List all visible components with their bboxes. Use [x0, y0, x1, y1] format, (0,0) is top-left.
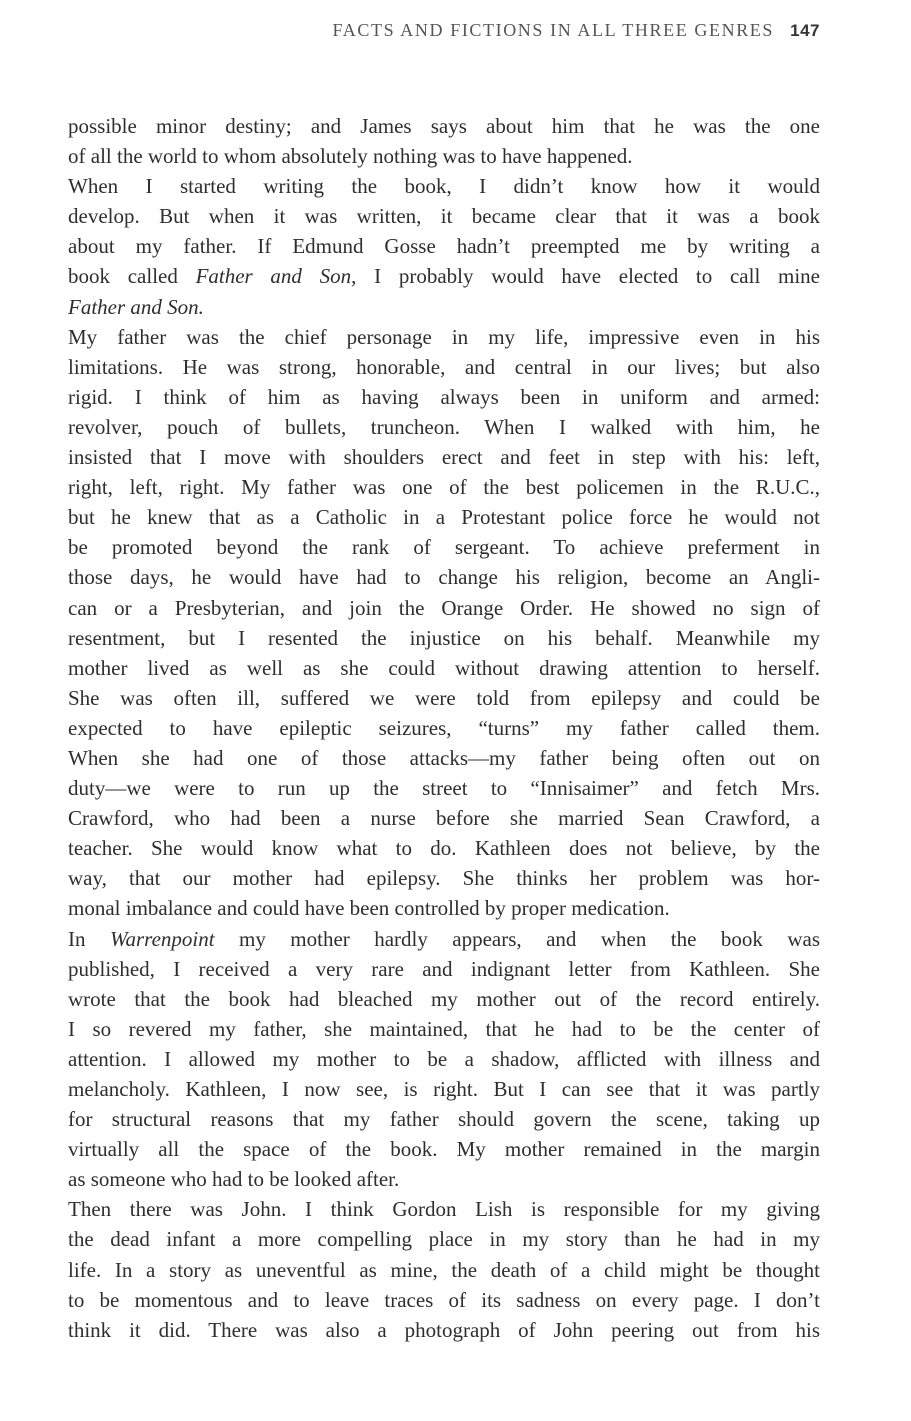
text-segment: but he knew that as a Catholic in a Protestant police force he would not	[68, 505, 820, 530]
text-line	[68, 322, 820, 352]
text-segment: When she had one of those attacks—my father being often out on	[68, 745, 820, 770]
text-segment: Then there was John. I think Gordon Lish is responsible for my giving	[68, 1197, 820, 1222]
text-segment: melancholy. Kathleen, I now see, is right. But I can see that it was partly	[68, 1077, 820, 1101]
text-segment: those days, he would have had to change his religion, become an Angli-	[68, 565, 820, 590]
text-line	[68, 1134, 820, 1164]
text-segment: I so revered my father, she maintained, that he had to be the center of	[68, 1016, 820, 1041]
text-line	[68, 1194, 820, 1224]
text-line	[68, 201, 820, 231]
text-line	[68, 833, 820, 863]
text-line	[68, 1315, 820, 1345]
text-segment: expected to have epileptic seizures, “turns” my father called them.	[68, 715, 820, 740]
text-segment: for structural reasons that my father should govern the scene, taking up	[68, 1107, 820, 1132]
text-segment: published, I received a very rare and indignant letter from Kathleen. She	[68, 956, 820, 981]
text-line	[68, 743, 820, 773]
text-segment: as someone who had to be looked after.	[68, 1167, 400, 1192]
text-segment: , I probably would have elected to call mine	[351, 264, 820, 289]
text-line	[68, 623, 820, 653]
text-line	[68, 954, 820, 984]
text-line	[68, 893, 820, 923]
text-segment: book called	[68, 264, 196, 289]
text-segment: my mother hardly appears, and when the book was	[214, 926, 820, 951]
text-segment: limitations. He was strong, honorable, and central in our lives; but also	[68, 354, 820, 379]
text-segment: monal imbalance and could have been controlled by proper medication.	[68, 896, 670, 921]
text-segment: She was often ill, suffered we were told from epilepsy and could be	[68, 685, 820, 710]
italic-title: Warrenpoint	[109, 926, 215, 951]
paragraph	[68, 924, 820, 1195]
text-line	[68, 653, 820, 683]
paragraph	[68, 1194, 820, 1344]
text-line	[68, 231, 820, 261]
text-line	[68, 1164, 820, 1194]
text-line	[68, 412, 820, 442]
text-segment: rigid. I think of him as having always been in uniform and armed:	[68, 384, 820, 409]
text-segment: revolver, pouch of bullets, truncheon. When I walked with him, he	[68, 414, 820, 439]
text-line	[68, 683, 820, 713]
text-segment: can or a Presbyterian, and join the Orange Order. He showed no sign of	[68, 595, 820, 620]
text-segment: life. In a story as uneventful as mine, the death of a child might be thought	[68, 1257, 820, 1282]
text-line	[68, 111, 820, 141]
text-line	[68, 1104, 820, 1134]
text-segment: to be momentous and to leave traces of its sadness on every page. I don’t	[68, 1287, 820, 1312]
text-segment: right, left, right. My father was one of the best policemen in the R.U.C.,	[68, 475, 820, 500]
text-segment: the dead infant a more compelling place in my story than he had in my	[68, 1227, 820, 1252]
text-line	[68, 532, 820, 562]
text-segment: possible minor destiny; and James says about him that he was the one	[68, 114, 820, 138]
text-segment: When I started writing the book, I didn’t know how it would	[68, 174, 820, 199]
text-line	[68, 1044, 820, 1074]
running-title: FACTS AND FICTIONS IN ALL THREE GENRES	[332, 20, 775, 40]
text-segment: attention. I allowed my mother to be a shadow, afflicted with illness and	[68, 1046, 820, 1071]
text-segment: resentment, but I resented the injustice on his behalf. Meanwhile my	[68, 625, 820, 650]
page-number: 147	[790, 21, 820, 40]
text-line	[68, 1074, 820, 1104]
italic-title: Father and Son	[195, 264, 352, 289]
text-line	[68, 773, 820, 803]
text-segment: teacher. She would know what to do. Kathleen does not believe, by the	[68, 836, 820, 861]
text-line	[68, 502, 820, 532]
text-segment: develop. But when it was written, it became clear that it was a book	[68, 204, 820, 229]
text-segment: virtually all the space of the book. My mother remained in the margin	[68, 1137, 820, 1162]
text-line	[68, 352, 820, 382]
text-line	[68, 984, 820, 1014]
text-line	[68, 442, 820, 472]
text-segment: about my father. If Edmund Gosse hadn’t preempted me by writing a	[68, 234, 820, 259]
text-line	[68, 562, 820, 592]
text-line	[68, 803, 820, 833]
text-segment: mother lived as well as she could without drawing attention to herself.	[68, 655, 820, 680]
text-line	[68, 924, 820, 954]
text-line	[68, 472, 820, 502]
text-line	[68, 1014, 820, 1044]
body-text	[68, 111, 820, 1345]
text-line	[68, 593, 820, 623]
text-line	[68, 382, 820, 412]
text-line	[68, 171, 820, 201]
text-segment: duty—we were to run up the street to “Innisaimer” and fetch Mrs.	[68, 776, 820, 801]
text-segment: wrote that the book had bleached my mother out of the record entirely.	[68, 986, 820, 1011]
text-segment: think it did. There was also a photograph of John peering out from his	[68, 1317, 820, 1342]
text-line	[68, 713, 820, 743]
text-line	[68, 1285, 820, 1315]
text-segment: My father was the chief personage in my life, impressive even in his	[68, 324, 820, 349]
text-line	[68, 863, 820, 893]
text-line	[68, 1255, 820, 1285]
text-segment: insisted that I move with shoulders erect and feet in step with his: left,	[68, 445, 820, 470]
paragraph	[68, 171, 820, 321]
text-segment: be promoted beyond the rank of sergeant. To achieve preferment in	[68, 535, 820, 560]
text-segment: way, that our mother had epilepsy. She thinks her problem was hor-	[68, 866, 820, 891]
text-segment: In	[68, 926, 110, 951]
text-segment: Crawford, who had been a nurse before she married Sean Crawford, a	[68, 806, 820, 831]
text-line	[68, 261, 820, 291]
paragraph	[68, 322, 820, 924]
text-segment: of all the world to whom absolutely nothing was to have happened.	[68, 144, 633, 169]
text-line	[68, 141, 820, 171]
italic-title: Father and Son.	[68, 294, 204, 319]
text-line	[68, 1224, 820, 1254]
paragraph	[68, 111, 820, 171]
running-header	[226, 20, 820, 46]
text-line	[68, 292, 820, 322]
